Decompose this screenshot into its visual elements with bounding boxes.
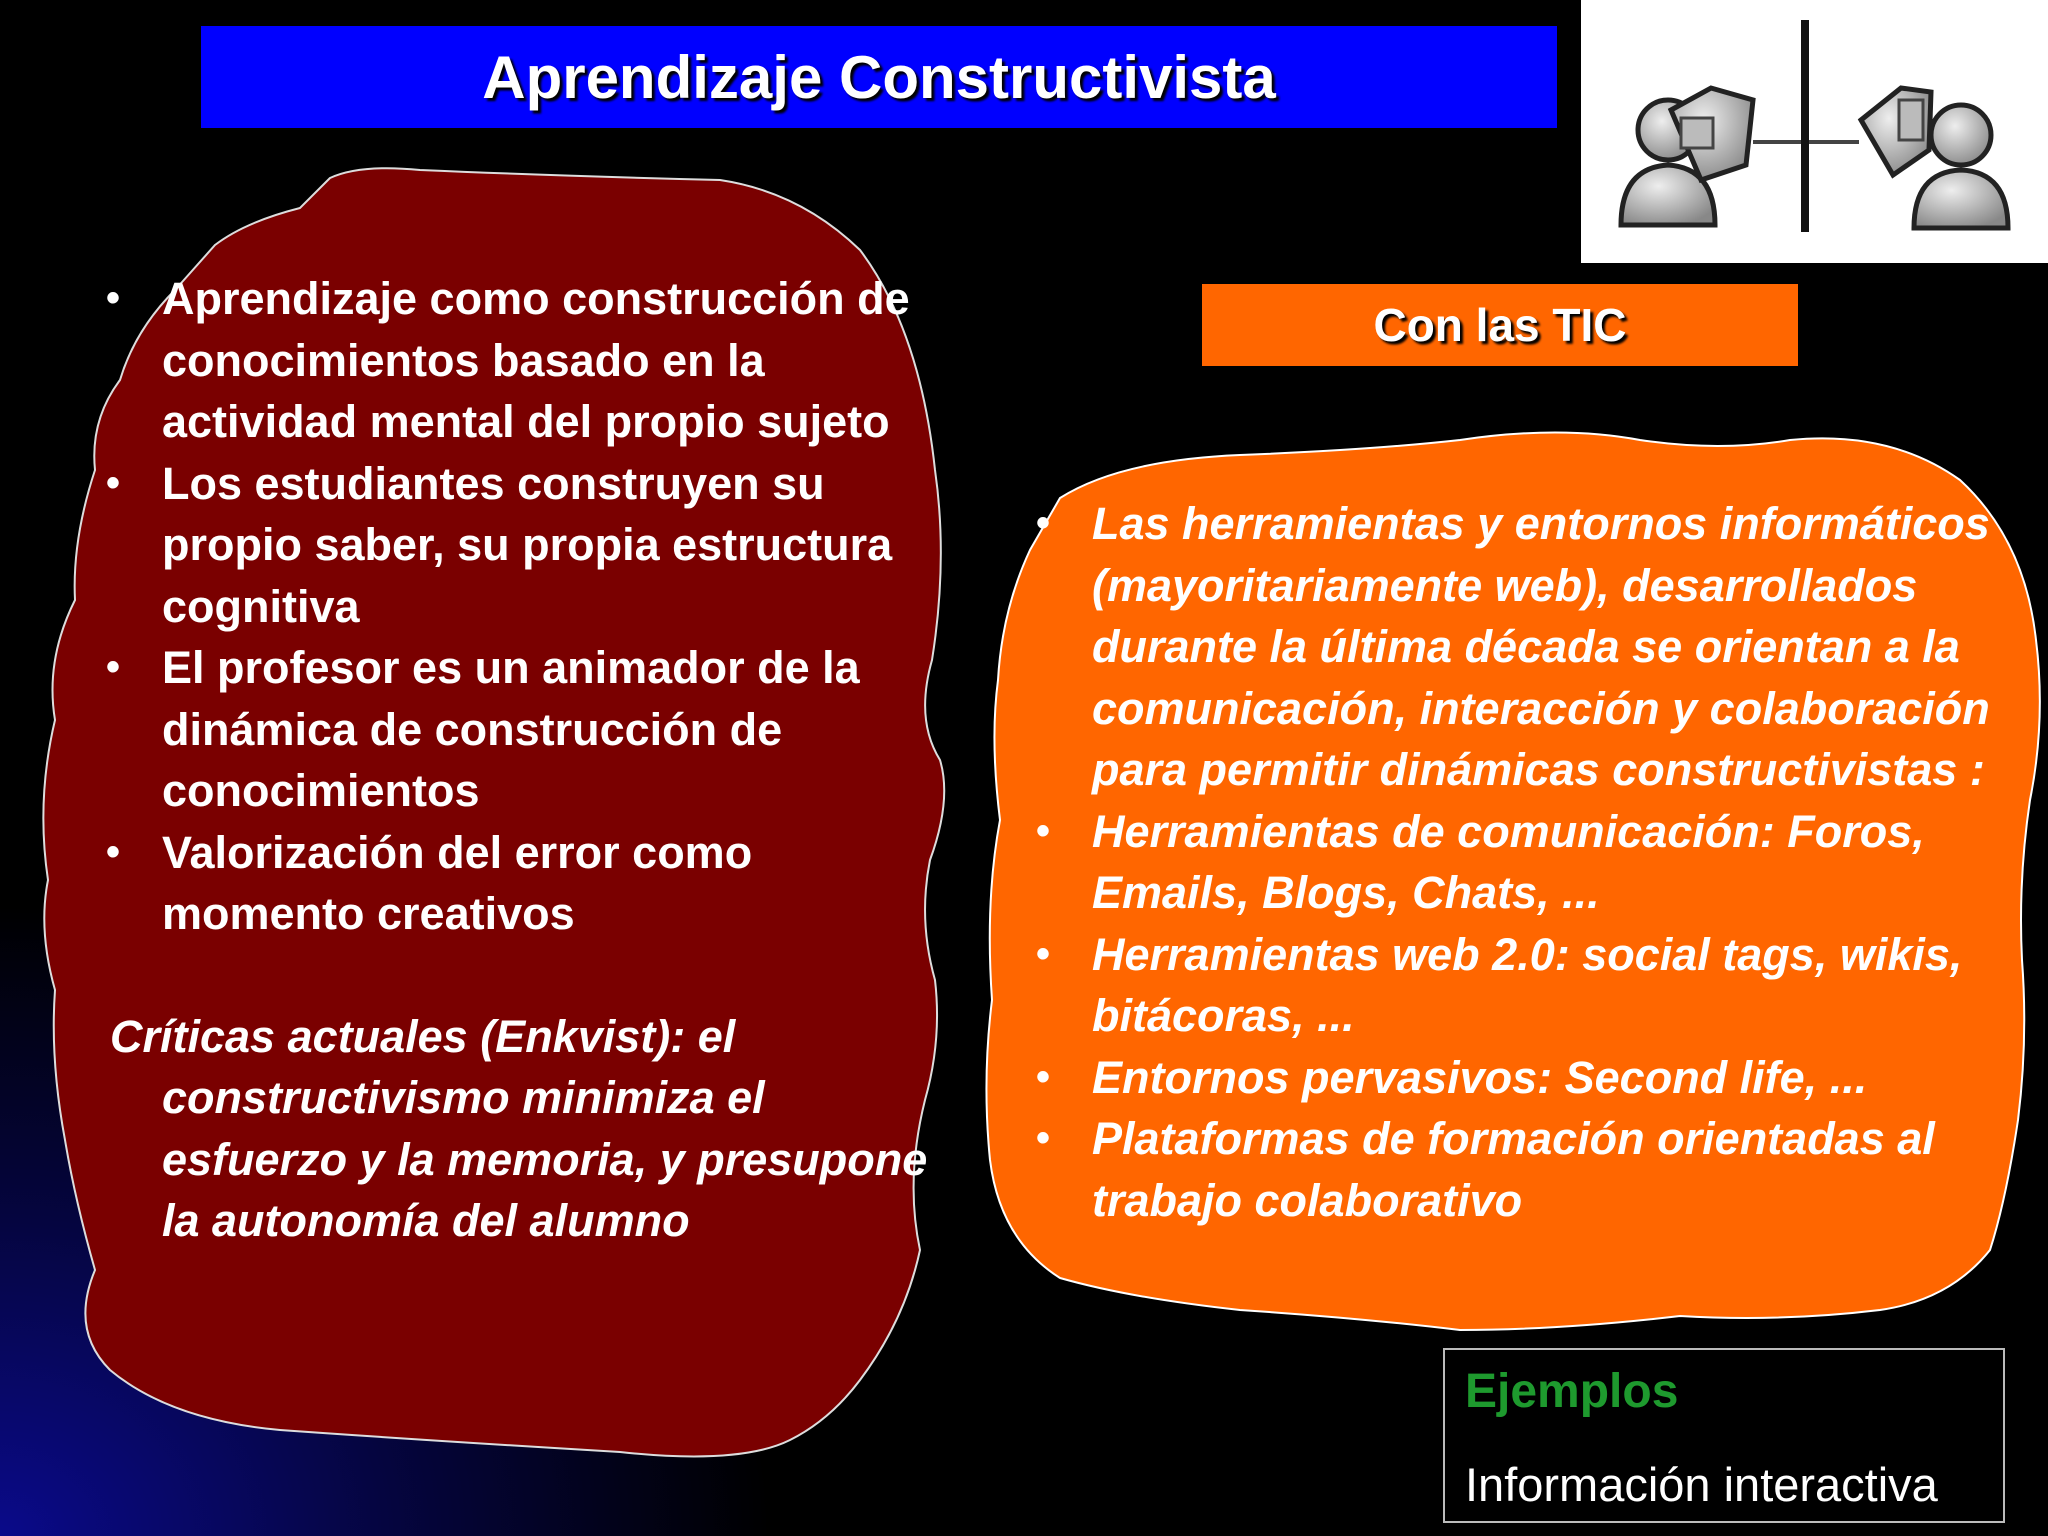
examples-box bbox=[1443, 1348, 2005, 1523]
tic-label-box bbox=[1202, 284, 1798, 366]
list-item: • Aprendizaje como construcción de conocimientos basado en la actividad mental del propio sujeto bbox=[104, 268, 944, 453]
bullet-icon: • bbox=[1036, 808, 1051, 853]
bullet-icon: • bbox=[1036, 1116, 1051, 1160]
left-panel bbox=[104, 268, 944, 1252]
list-item: • Herramientas de comunicación: Foros, Emails, Blogs, Chats, ... bbox=[1034, 801, 2034, 924]
list-item: • Las herramientas y entornos informáticos (mayoritariamente web), desarrollados durante la última década se orientan a la comunicación, interacción y colaboración para permitir dinámicas constructivistas : bbox=[1034, 493, 2034, 801]
bullet-icon: • bbox=[106, 645, 121, 689]
bullet-icon: • bbox=[1036, 931, 1051, 976]
list-item: • Herramientas web 2.0: social tags, wikis, bitácoras, ... bbox=[1034, 924, 2034, 1047]
slide-title: Aprendizaje Constructivista bbox=[482, 43, 1276, 111]
bullet-icon: • bbox=[106, 276, 121, 320]
examples-title: Ejemplos bbox=[1465, 1365, 1679, 1418]
examples-link[interactable]: Información interactiva bbox=[1465, 1458, 1938, 1511]
list-item: • Plataformas de formación orientadas al trabajo colaborativo bbox=[1034, 1108, 2034, 1231]
tic-label: Con las TIC bbox=[1373, 299, 1627, 351]
list-item: • El profesor es un animador de la dinámica de construcción de conocimientos bbox=[104, 637, 944, 822]
bullet-icon: • bbox=[106, 460, 121, 505]
list-item: • Los estudiantes construyen su propio saber, su propia estructura cognitiva bbox=[104, 453, 944, 638]
bullet-icon: • bbox=[1036, 1054, 1051, 1099]
list-item: • Valorización del error como momento creativos bbox=[104, 822, 944, 945]
critique-text: Críticas actuales (Enkvist): el constructivismo minimiza el esfuerzo y la memoria, y presupone la autonomía del alumno bbox=[110, 1010, 928, 1246]
list-item: • Entornos pervasivos: Second life, ... bbox=[1034, 1047, 2034, 1109]
bullet-icon: • bbox=[106, 829, 121, 874]
bullet-icon: • bbox=[1036, 501, 1051, 545]
right-panel bbox=[1034, 493, 2034, 1231]
